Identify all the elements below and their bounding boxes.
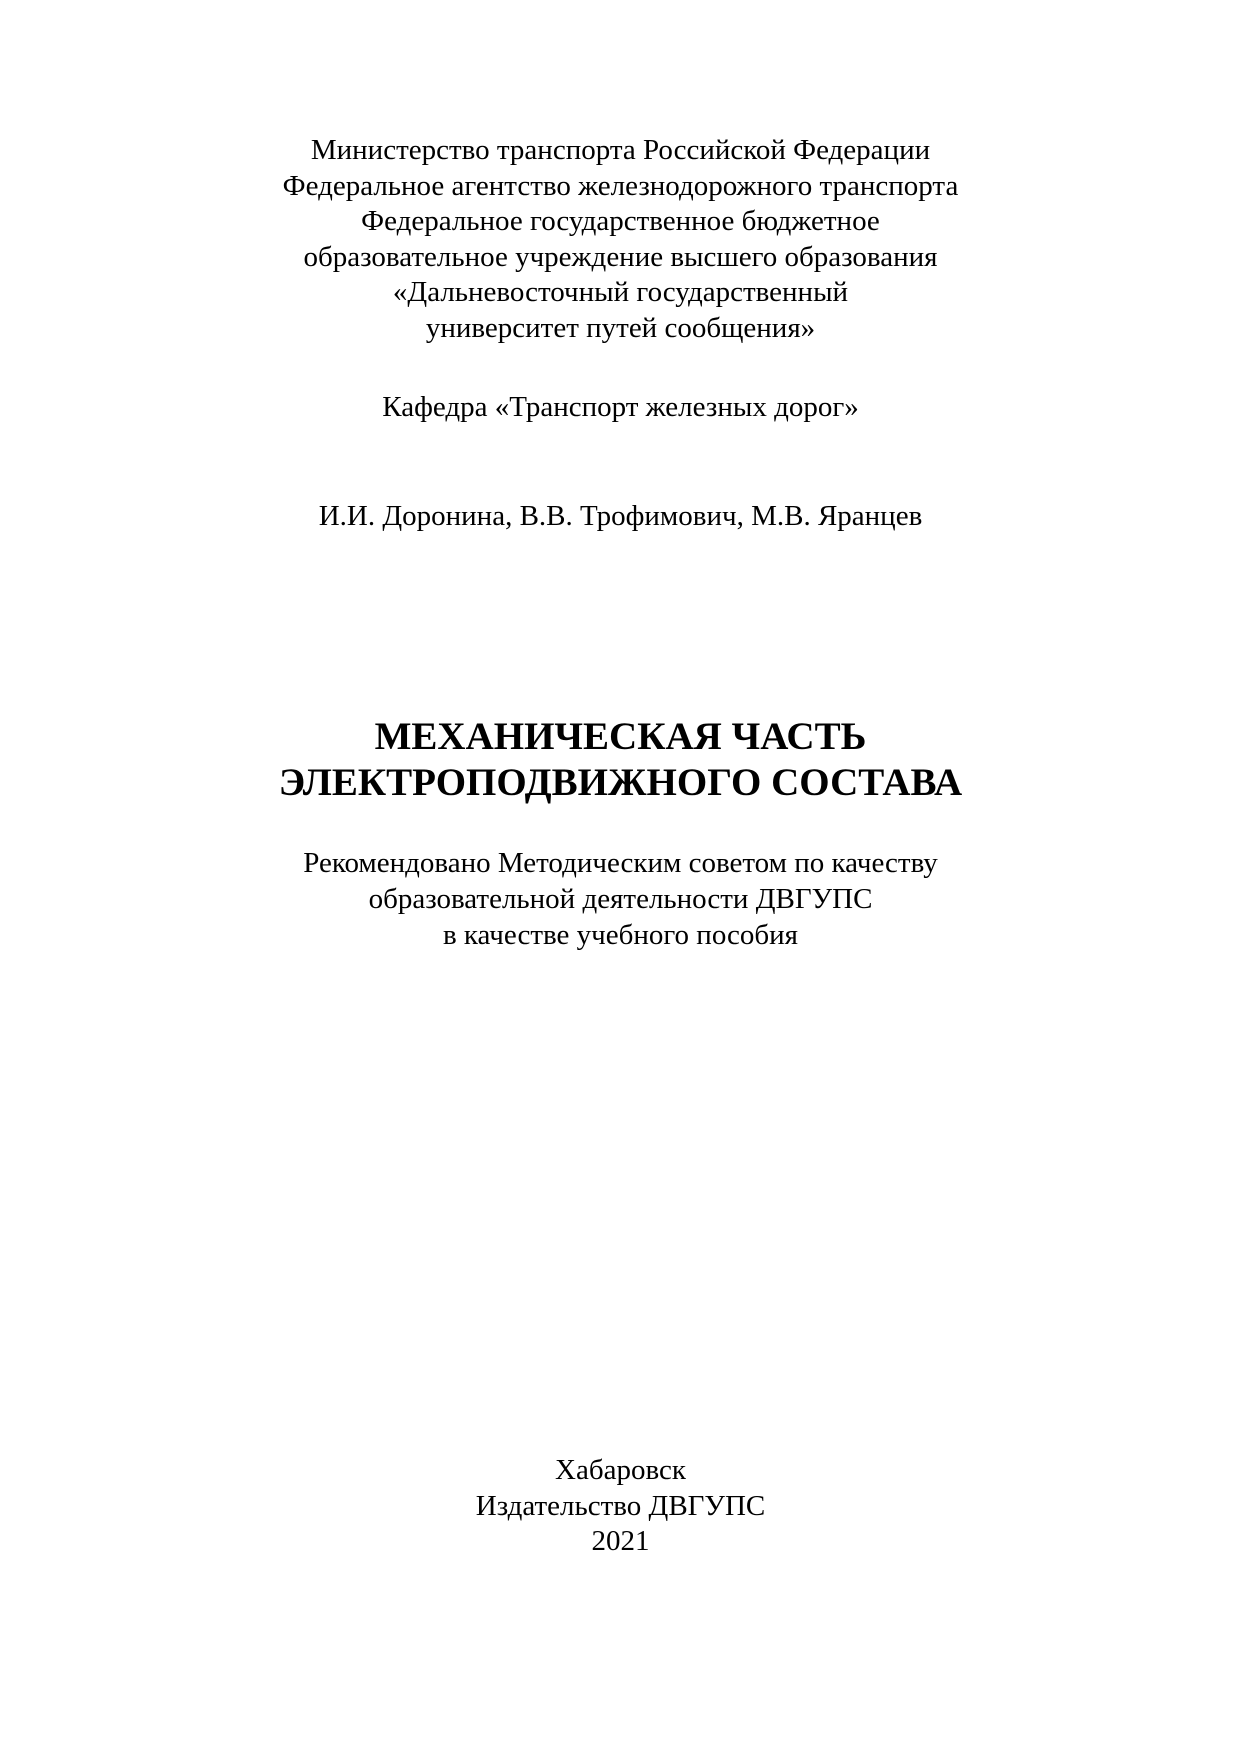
book-title-line-2: ЭЛЕКТРОПОДВИЖНОГО СОСТАВА [278,761,963,804]
authors-list: И.И. Доронина, В.В. Трофимович, М.В. Яранцев [318,500,923,532]
agency-line: Федеральное агентство железнодорожного транспорта [282,169,959,202]
imprint-publisher: Издательство ДВГУПС [475,1489,766,1522]
institution-block [0,133,1241,346]
imprint-city: Хабаровск [555,1454,686,1486]
institution-type-line-2: образовательное учреждение высшего образования [303,240,938,273]
university-name-line-2: университет путей сообщения» [425,311,816,344]
imprint [0,1453,1241,1560]
recommendation-line-2: образовательной деятельности ДВГУПС [368,883,873,915]
authors [0,499,1241,534]
book-title-line-1: МЕХАНИЧЕСКАЯ ЧАСТЬ [374,715,867,758]
ministry-line: Министерство транспорта Российской Федерации [310,134,931,166]
department-name: Кафедра «Транспорт железных дорог» [382,391,859,423]
recommendation-line-1: Рекомендовано Методическим советом по качеству [303,847,938,879]
department [0,390,1241,425]
imprint-year: 2021 [591,1525,650,1557]
institution-type-line: Федеральное государственное бюджетное [361,205,880,237]
recommendation-line-3: в качестве учебного пособия [442,919,799,951]
university-name-line: «Дальневосточный государственный [392,276,849,308]
recommendation-note [0,845,1241,953]
book-title [0,714,1241,806]
